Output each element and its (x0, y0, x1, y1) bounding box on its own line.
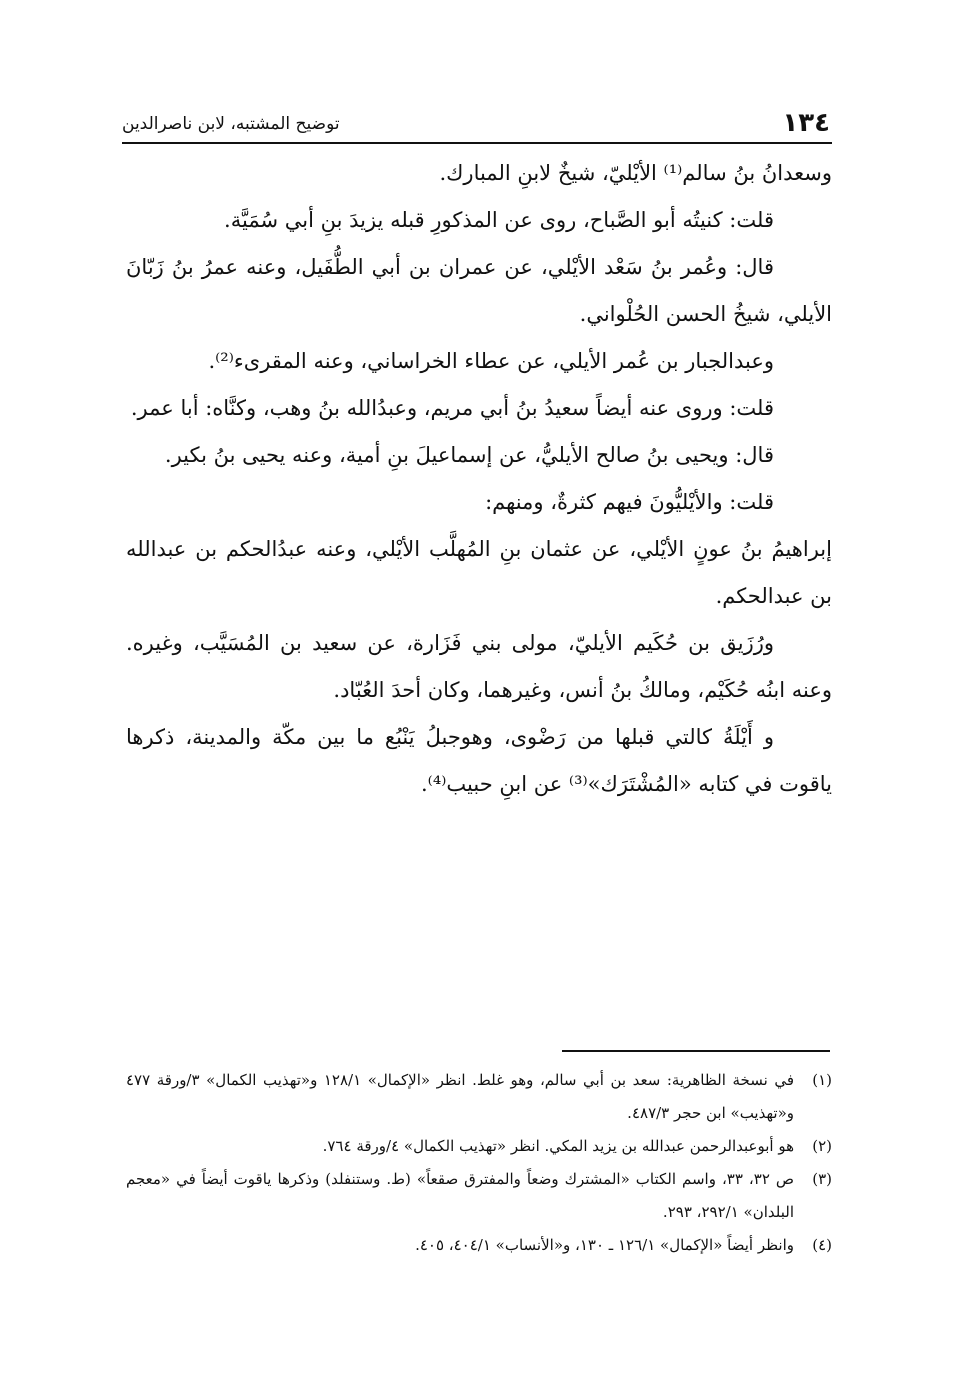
header-rule (122, 142, 832, 144)
paragraph: قال: ويحيى بنُ صالح الأيليُّ، عن إسماعيلَ بنِ أمية، وعنه يحيى بنُ بكير. (164, 443, 774, 467)
main-text (126, 150, 832, 808)
paragraph: وسعدانُ بنُ سالم⁽¹⁾ الأيْليّ، شيخٌ لابنِ المبارك. (439, 161, 832, 185)
footnote-number: (٢) (812, 1137, 832, 1155)
paragraph: قلت: والأيْليُّونَ فيهم كثرةٌ، ومنهم: (485, 490, 774, 514)
footnote (126, 1130, 832, 1163)
page-header (122, 96, 830, 136)
footnote (126, 1163, 832, 1229)
paragraph: قال: وعُمر بنُ سَعْد الأيْلي، عن عمران بن أبي الطُّفَيل، وعنه عمرُ بنُ زَبّانَ الأيلي، شيخُ الحسن الحُلْواني. (126, 255, 832, 326)
footnote-text: وانظر أيضاً «الإكمال» ١٢٦/١ ـ ١٣٠، و«الأنساب» ٤٠٤/١، ٤٠٥. (415, 1236, 794, 1254)
footnote-number: (٣) (812, 1170, 832, 1188)
footnote-text: في نسخة الظاهرية: سعد بن أبي سالم، وهو غلط. انظر «الإكمال» ١٢٨/١ و«تهذيب الكمال» ٣/ورقة ٤٧٧ و«تهذيب» ابن حجر ٤٨٧/٣. (126, 1071, 794, 1122)
running-title: توضيح المشتبه، لابن ناصرالدين (122, 114, 340, 134)
footnote-text: ص ٣٢، ٣٣، واسم الكتاب «المشترك وضعاً والمفترق صقعاً» (ط. وستنفلد) وذكرها ياقوت أيضاً في «معجم البلدان» ٢٩٢/١، ٢٩٣. (126, 1170, 795, 1221)
paragraph: و أَيْلَةُ كالتي قبلها من رَضْوى، وهوجبلُ يَنْبُع ما بين مكّة والمدينة، ذكرها ياقوت في كتابه «المُشْتَرَك»⁽³⁾ عن ابنِ حبيب⁽⁴⁾. (126, 725, 832, 796)
footnote (126, 1229, 832, 1262)
paragraph: قلت: وروى عنه أيضاً سعيدُ بنُ أبي مريم، وعبدُالله بنُ وهب، وكنَّاه: أبا عمر. (130, 396, 774, 420)
footnote-number: (١) (812, 1071, 832, 1089)
paragraph: قلت: كنيتُه أبو الصَّباح، روى عن المذكورِ قبله يزيدَ بنِ أبي سُمَيَّة. (224, 208, 774, 232)
footnote-text: هو أبوعبدالرحمن عبدالله بن يزيد المكي. انظر «تهذيب الكمال» ٤/ورقة ٧٦٤. (322, 1137, 794, 1155)
page-number: ١٣٤ (782, 108, 830, 138)
paragraph: ورُزَيق بن حُكَيم الأيليّ، مولى بني فَزَارة، عن سعيد بن المُسَيَّب، وغيره. وعنه ابنُه حُكَيْم، ومالكُ بنُ أنس، وغيرهما، وكان أحدَ العُبّاد. (126, 631, 832, 702)
footnote-separator (562, 1050, 830, 1052)
footnote (126, 1064, 832, 1130)
footnote-number: (٤) (812, 1236, 832, 1254)
footnotes (126, 1064, 832, 1262)
paragraph: وعبدالجبار بن عُمر الأيلي، عن عطاء الخراساني، وعنه المقرىء⁽²⁾. (208, 349, 774, 373)
paragraph: إبراهيمُ بنُ عونٍ الأيْلي، عن عثمان بنِ المُهلَّب الأيْلي، وعنه عبدُالحكم بن عبدالله بن عبدالحكم. (126, 537, 832, 608)
